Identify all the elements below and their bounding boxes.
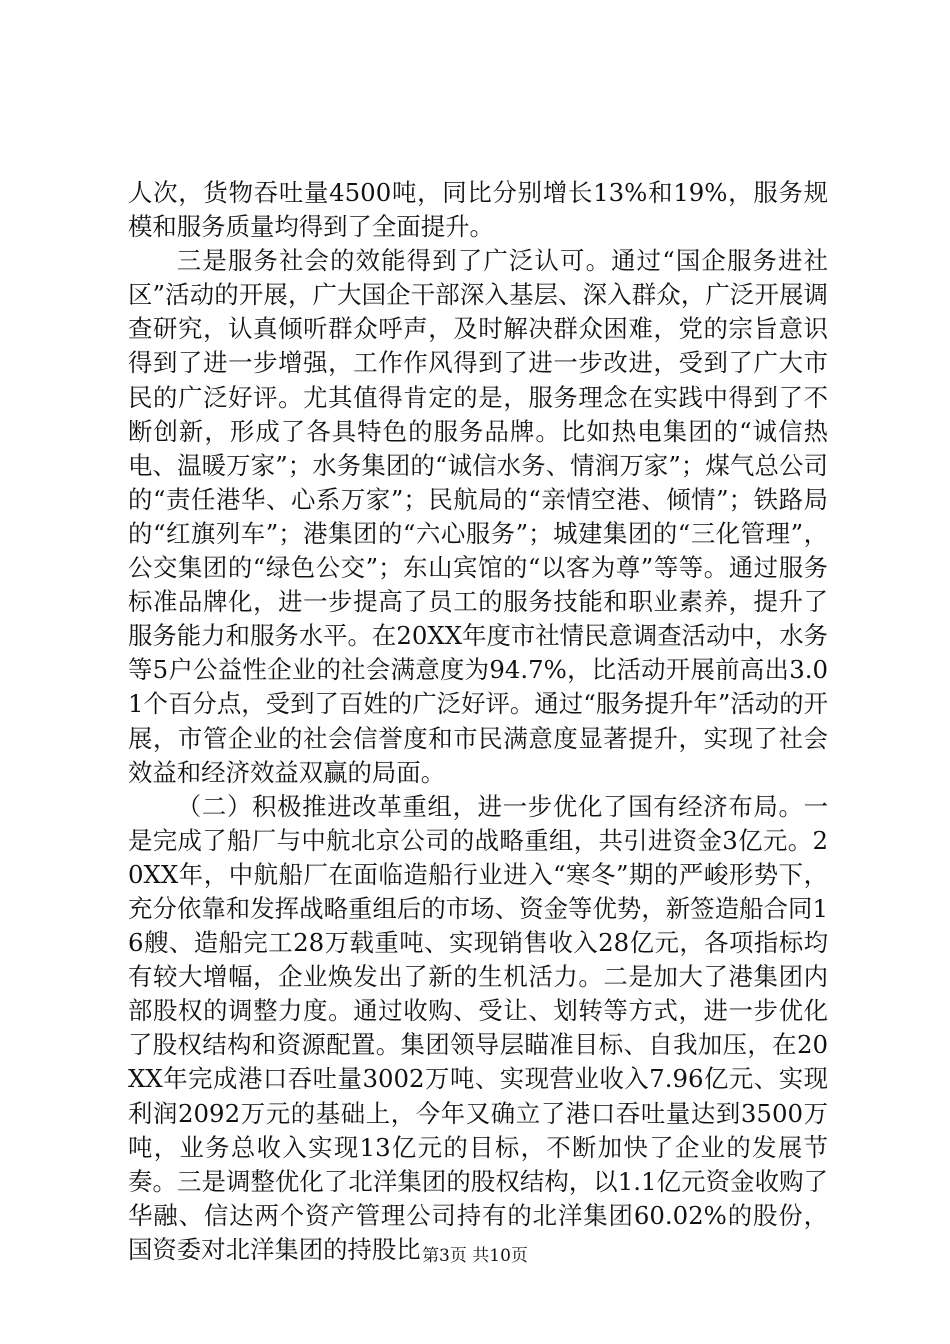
document-body — [128, 176, 828, 1267]
paragraph-2: 三是服务社会的效能得到了广泛认可。通过“国企服务进社区”活动的开展，广大国企干部深入基层、深入群众，广泛开展调查研究，认真倾听群众呼声，及时解决群众困难，党的宗旨意识得到了进一步增强，工作作风得到了进一步改进，受到了广大市民的广泛好评。尤其值得肯定的是，服务理念在实践中得到了不断创新，形成了各具特色的服务品牌。比如热电集团的“诚信热电、温暖万家”；水务集团的“诚信水务、情润万家”；煤气总公司的“责任港华、心系万家”；民航局的“亲情空港、倾情”；铁路局的“红旗列车”；港集团的“六心服务”；城建集团的“三化管理”，公交集团的“绿色公交”；东山宾馆的“以客为尊”等等。通过服务标准品牌化，进一步提高了员工的服务技能和职业素养，提升了服务能力和服务水平。在20XX年度市社情民意调查活动中，水务等5户公益性企业的社会满意度为94.7%，比活动开展前高出3.01个百分点，受到了百姓的广泛好评。通过“服务提升年”活动的开展，市管企业的社会信誉度和市民满意度显著提升，实现了社会效益和经济效益双赢的局面。 — [128, 246, 828, 787]
paragraph-3: （二）积极推进改革重组，进一步优化了国有经济布局。一是完成了船厂与中航北京公司的战略重组，共引进资金3亿元。20XX年，中航船厂在面临造船行业进入“寒冬”期的严峻形势下，充分依靠和发挥战略重组后的市场、资金等优势，新签造船合同16艘、造船完工28万载重吨、实现销售收入28亿元，各项指标均有较大增幅，企业焕发出了新的生机活力。二是加大了港集团内部股权的调整力度。通过收购、受让、划转等方式，进一步优化了股权结构和资源配置。集团领导层瞄准目标、自我加压，在20XX年完成港口吞吐量3002万吨、实现营业收入7.96亿元、实现利润2092万元的基础上，今年又确立了港口吞吐量达到3500万吨，业务总收入实现13亿元的目标，不断加快了企业的发展节奏。三是调整优化了北洋集团的股权结构，以1.1亿元资金收购了华融、信达两个资产管理公司持有的北洋集团60.02%的股份，国资委对北洋集团的持股比 — [128, 791, 828, 1264]
paragraph-1: 人次，货物吞吐量4500吨，同比分别增长13%和19%，服务规模和服务质量均得到了全面提升。 — [128, 178, 828, 242]
page-number-footer: 第3页 共10页 — [422, 1246, 528, 1266]
